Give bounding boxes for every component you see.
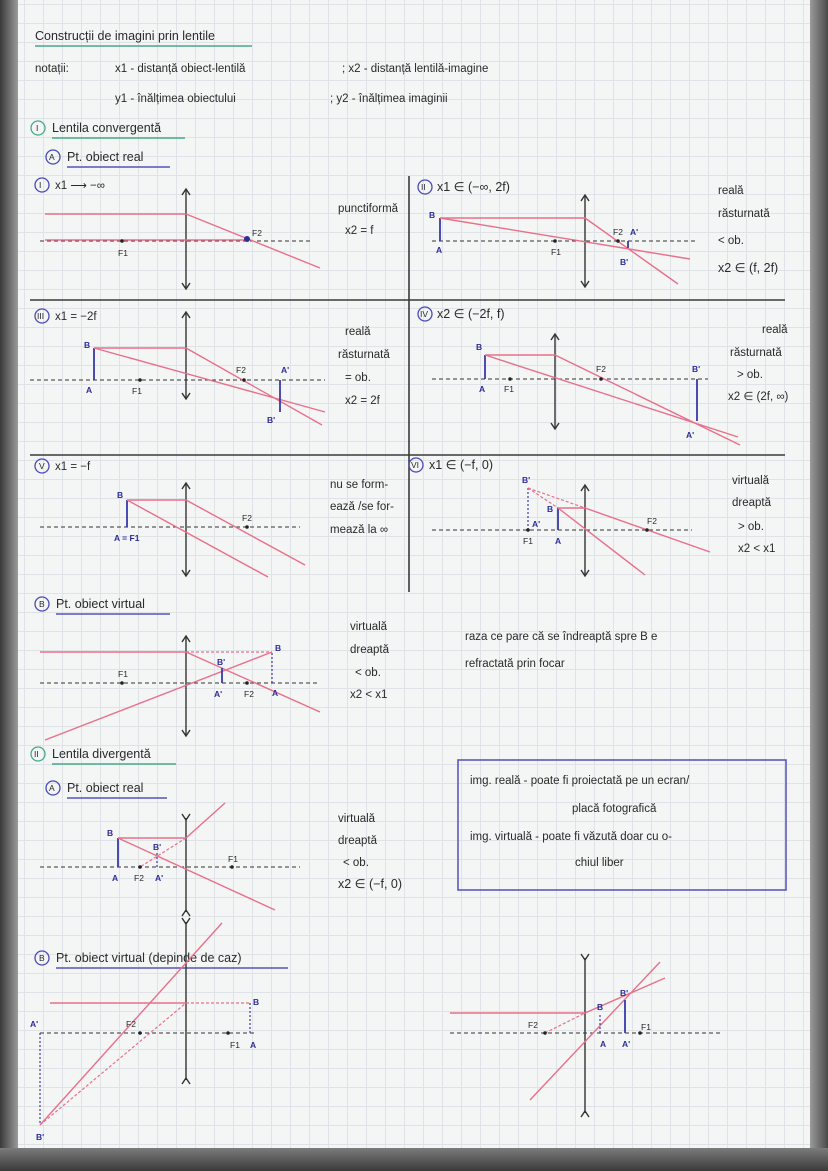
- note-text: mează la ∞: [330, 524, 389, 536]
- note-text: F1: [551, 247, 561, 257]
- note-text: virtuală: [732, 475, 770, 487]
- note-text: x2 = 2f: [345, 395, 380, 407]
- section-heading-diverging: Lentila divergentă: [52, 747, 151, 761]
- case-1-desc: punctiformă: [338, 203, 399, 215]
- note-text: A': [214, 689, 223, 699]
- note-text: F1: [504, 384, 514, 394]
- note-text: x2 ∈ (2f, ∞): [728, 391, 789, 403]
- notation-x2: ; x2 - distanță lentilă-imagine: [342, 63, 489, 75]
- diagram-diverging-virtual-2: [450, 954, 720, 1117]
- note-text: = ob.: [345, 372, 371, 384]
- note-text: B': [153, 842, 162, 852]
- note-text: A': [281, 365, 290, 375]
- note-text: nu se form-: [330, 479, 389, 491]
- note-text: II: [421, 182, 426, 192]
- note-text: x1 ⟶ −∞: [55, 180, 105, 192]
- note-text: F1: [132, 386, 142, 396]
- note-text: F1: [118, 248, 128, 258]
- note-text: virtuală: [338, 813, 376, 825]
- note-text: răsturnată: [730, 347, 782, 359]
- note-text: B': [692, 364, 701, 374]
- note-text: F1: [228, 854, 238, 864]
- diagram-virtual-object-converging: [35, 597, 657, 740]
- note-text: B: [429, 210, 436, 220]
- section-heading-converging: Lentila convergentă: [52, 121, 162, 135]
- note-text: B: [107, 828, 114, 838]
- note-text: x2 ∈ (−f, 0): [338, 877, 403, 891]
- note-text: F1: [118, 669, 128, 679]
- note-text: A: [272, 688, 279, 698]
- note-text: A: [436, 245, 443, 255]
- notation-y2: ; y2 - înălțimea imaginii: [330, 93, 448, 105]
- note-text: F2: [252, 228, 262, 238]
- diagram-case-6: [409, 458, 775, 576]
- note-text: II: [34, 749, 39, 759]
- note-text: A: [250, 1040, 257, 1050]
- note-text: I: [36, 123, 39, 133]
- notation-label: notații:: [35, 63, 69, 75]
- note-text: > ob.: [738, 521, 764, 533]
- note-text: x2 ∈ (−2f, f): [437, 307, 505, 321]
- note-text: virtuală: [350, 621, 388, 633]
- note-text: B: [117, 490, 124, 500]
- note-text: B: [253, 997, 260, 1007]
- note-text: A: [479, 384, 486, 394]
- note-text: III: [37, 311, 45, 321]
- diagram-diverging-real-object: [40, 781, 402, 916]
- note-text: reală: [718, 185, 744, 197]
- note-text: B: [39, 599, 45, 609]
- note-text: B: [39, 953, 45, 963]
- note-text: A': [630, 227, 639, 237]
- note-text: A': [622, 1039, 631, 1049]
- note-text: F1: [641, 1022, 651, 1032]
- note-text: refractată prin focar: [465, 658, 565, 670]
- note-text: A': [30, 1019, 39, 1029]
- note-text: A': [532, 519, 541, 529]
- note-text: B': [620, 988, 629, 998]
- info-box: [458, 760, 786, 890]
- note-text: raza ce pare că se îndreaptă spre B e: [465, 631, 658, 643]
- note-text: A: [112, 873, 119, 883]
- note-text: B: [547, 504, 554, 514]
- note-text: x1 ∈ (−f, 0): [429, 458, 494, 472]
- note-text: B: [476, 342, 483, 352]
- note-text: x2 ∈ (f, 2f): [718, 261, 779, 275]
- note-text: A: [600, 1039, 607, 1049]
- note-text: F2: [528, 1020, 538, 1030]
- note-text: x1 ∈ (−∞, 2f): [437, 180, 510, 194]
- note-text: F1: [230, 1040, 240, 1050]
- page-title: Construcții de imagini prin lentile: [35, 29, 215, 43]
- note-text: x1 = −f: [55, 461, 91, 473]
- note-text: IV: [420, 309, 429, 319]
- note-text: A: [86, 385, 93, 395]
- note-text: B: [84, 340, 91, 350]
- note-text: A: [49, 783, 55, 793]
- diagram-case-3: [30, 309, 390, 425]
- note-text: B: [275, 643, 282, 653]
- note-text: F2: [126, 1019, 136, 1029]
- note-text: răsturnată: [338, 349, 390, 361]
- notation-x1: x1 - distanță obiect-lentilă: [115, 63, 246, 75]
- note-text: placă fotografică: [572, 803, 657, 815]
- note-text: F2: [236, 365, 246, 375]
- note-text: x2 < x1: [738, 543, 776, 555]
- note-text: B': [522, 475, 531, 485]
- note-text: A = F1: [114, 533, 140, 543]
- note-text: F2: [242, 513, 252, 523]
- note-text: V: [39, 461, 45, 471]
- note-text: B: [597, 1002, 604, 1012]
- section-heading-diverging-virtual: Pt. obiect virtual (depinde de caz): [56, 951, 242, 965]
- diagram-case-4: [418, 307, 789, 445]
- note-text: răsturnată: [718, 208, 770, 220]
- note-text: x1 = −2f: [55, 311, 97, 323]
- note-text: F1: [523, 536, 533, 546]
- note-text: img. virtuală - poate fi văzută doar cu o-: [470, 831, 672, 843]
- note-text: F2: [647, 516, 657, 526]
- note-text: ează /se for-: [330, 501, 394, 513]
- note-text: B': [217, 657, 226, 667]
- section-heading-real-object: Pt. obiect real: [67, 150, 144, 164]
- note-text: dreaptă: [732, 497, 772, 509]
- note-text: reală: [345, 326, 371, 338]
- diagram-case-1: [35, 178, 399, 289]
- note-text: A: [555, 536, 562, 546]
- diagram-case-2: [418, 180, 778, 287]
- note-text: F2: [244, 689, 254, 699]
- note-text: F2: [134, 873, 144, 883]
- note-text: F2: [613, 227, 623, 237]
- note-text: reală: [762, 324, 788, 336]
- note-text: A': [155, 873, 164, 883]
- note-text: x2 < x1: [350, 689, 388, 701]
- note-text: dreaptă: [338, 835, 378, 847]
- note-text: > ob.: [737, 369, 763, 381]
- note-text: < ob.: [343, 857, 369, 869]
- note-text: A': [686, 430, 695, 440]
- note-text: x2 = f: [345, 225, 374, 237]
- note-text: B': [36, 1132, 45, 1142]
- note-text: chiul liber: [575, 857, 624, 869]
- diagram-case-5: [35, 459, 394, 577]
- note-text: A: [49, 152, 55, 162]
- notation-y1: y1 - înălțimea obiectului: [115, 93, 236, 105]
- note-text: B': [620, 257, 629, 267]
- note-text: F2: [596, 364, 606, 374]
- note-text: I: [39, 180, 42, 190]
- note-text: VI: [411, 460, 420, 470]
- note-text: img. reală - poate fi proiectată pe un ecran/: [470, 775, 690, 787]
- note-text: dreaptă: [350, 644, 390, 656]
- note-text: < ob.: [355, 667, 381, 679]
- note-text: Pt. obiect real: [67, 781, 144, 795]
- note-text: Pt. obiect virtual: [56, 597, 145, 611]
- note-text: < ob.: [718, 235, 744, 247]
- note-text: B': [267, 415, 276, 425]
